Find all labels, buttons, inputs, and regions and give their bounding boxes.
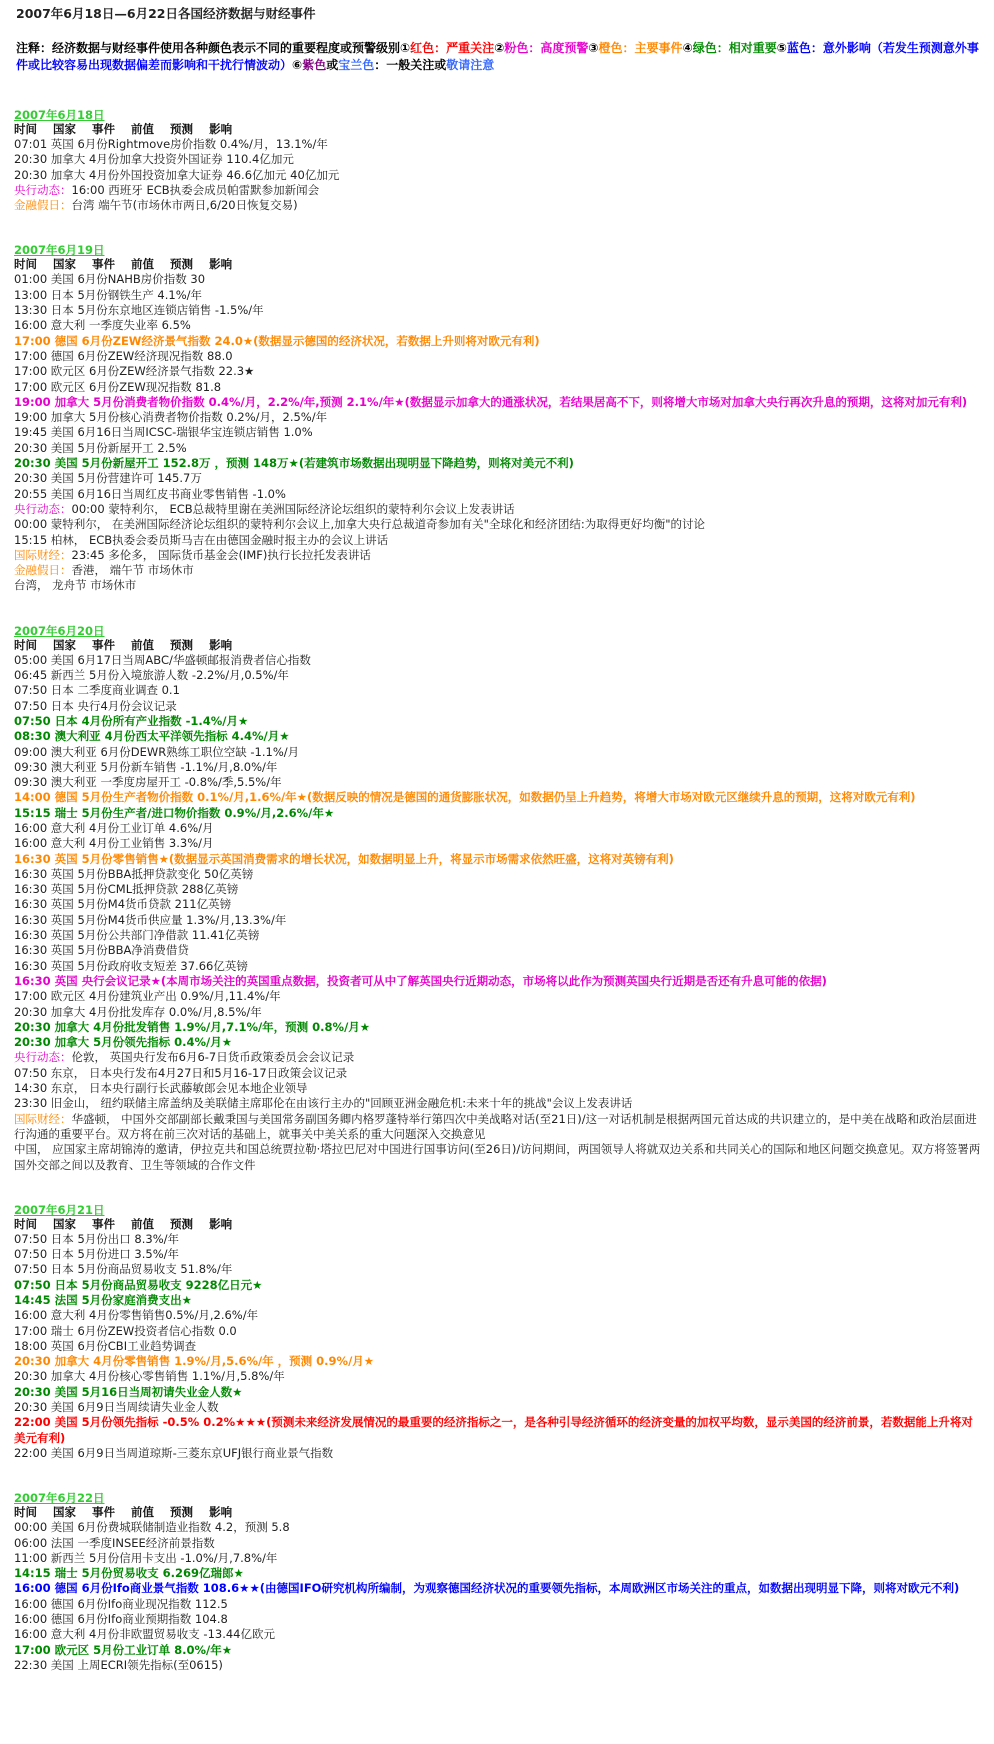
event-text: 22:00 美国 5月份领先指标 -0.5% 0.2%★★★(预测未来经济发展情况的最重要的经济指标之一，是各种引导经济循环的经济变量的加权平均数，显示美国的经济前景，若数据能上升将对美元有利): [14, 1415, 973, 1445]
legend-n3: ③: [588, 41, 599, 55]
event-text: 05:00 美国 6月17日当周ABC/华盛顿邮报消费者信心指数: [14, 652, 311, 667]
event-row: [14, 1081, 984, 1096]
event-row: [14, 517, 984, 532]
event-row: [14, 1446, 984, 1461]
event-text: 20:30 美国 5月16日当周初请失业金人数★: [14, 1384, 243, 1399]
event-row: [14, 867, 984, 882]
event-text: 14:45 法国 5月份家庭消费支出★: [14, 1293, 192, 1307]
event-text: 18:00 英国 6月份CBI工业趋势调查: [14, 1338, 197, 1353]
event-text: 23:30 旧金山， 纽约联储主席盖纳及美联储主席耶伦在由该行主办的"回顾亚洲金融危机:未来十年的挑战"会议上发表讲话: [14, 1096, 633, 1111]
day-date: 2007年6月22日: [14, 1491, 105, 1506]
event-row: [14, 1520, 984, 1535]
event-row: [14, 1035, 984, 1050]
event-row: [14, 1339, 984, 1354]
event-text: 16:30 英国 5月份政府收支短差 37.66亿英镑: [14, 958, 248, 973]
event-row: [14, 578, 984, 593]
legend: [16, 40, 984, 74]
legend-pink: 粉色：高度预警: [504, 41, 589, 55]
event-text: 20:30 加拿大 4月份批发库存 0.0%/月,8.5%/年: [14, 1004, 262, 1019]
event-text: 台湾 端午节(市场休市两日,6/20日恢复交易): [71, 198, 298, 213]
event-row: [14, 318, 984, 333]
legend-n4: ④: [682, 41, 693, 55]
event-row: [14, 1643, 984, 1658]
event-row: [14, 1551, 984, 1566]
event-row: [14, 425, 984, 440]
event-row: [14, 714, 984, 729]
event-text: 16:30 英国 5月份BBA抵押贷款变化 50亿英镑: [14, 866, 254, 881]
column-header: 时间 国家 事件 前值 预测 影响: [14, 1505, 233, 1520]
legend-green: 绿色：相对重要: [692, 41, 777, 55]
event-row: [14, 683, 984, 698]
event-text: 08:30 澳大利亚 4月份西太平洋领先指标 4.4%/月★: [14, 729, 290, 744]
column-header: 时间 国家 事件 前值 预测 影响: [14, 257, 233, 272]
event-row: [14, 1581, 984, 1596]
event-text: 07:50 日本 5月份出口 8.3%/年: [14, 1231, 180, 1246]
event-row: [14, 1142, 984, 1173]
event-row: [14, 487, 984, 502]
day-section: [14, 624, 984, 1173]
event-text: 15:15 瑞士 5月份生产者/进口物价指数 0.9%/月,2.6%/年★: [14, 805, 335, 820]
legend-or1: 或: [326, 58, 339, 72]
event-text: 20:30 美国 5月份营建许可 145.7万: [14, 471, 202, 486]
event-row: [14, 882, 984, 897]
legend-n5: ⑤: [776, 41, 787, 55]
event-row: [14, 1658, 984, 1673]
event-row: [14, 760, 984, 775]
event-row: [14, 1400, 984, 1415]
event-text: 华盛顿， 中国外交部副部长戴秉国与美国常务副国务卿内格罗蓬特举行第四次中美战略对话(至21日)/这一对话机制是根据两国元首达成的共识建立的，是中美在战略和政治层面进行沟通的重要平台。双方将在前三次对话的基础上，就事关中美关系的重大问题深入交换意见: [14, 1111, 977, 1141]
event-category-label: 金融假日：: [14, 198, 72, 213]
event-text: 15:15 柏林， ECB执委会委员斯马吉在由德国金融时报主办的会议上讲话: [14, 532, 389, 547]
event-row: [14, 1247, 984, 1262]
event-row: [14, 1005, 984, 1020]
event-row: [14, 1232, 984, 1247]
event-text: 16:30 英国 5月份M4货币贷款 211亿英镑: [14, 897, 232, 912]
event-text: 20:30 美国 6月9日当周续请失业金人数: [14, 1400, 219, 1415]
event-text: 19:00 加拿大 5月份消费者物价指数 0.4%/月，2.2%/年,预测 2.1%/年★(数据显示加拿大的通涨状况，若结果居高不下，则将增大市场对加拿大央行再次升息的预期，这将对加元有利): [14, 394, 968, 409]
event-text: 17:00 欧元区 5月份工业订单 8.0%/年★: [14, 1642, 233, 1657]
event-text: 09:30 澳大利亚 5月份新车销售 -1.1%/月,8.0%/年: [14, 759, 278, 774]
legend-blue: 蓝色：意外影响（若发生预测意外事件或比较容易出现数据偏差而影响和干扰行情波动）: [16, 41, 979, 72]
event-row: [14, 1262, 984, 1277]
day-date: 2007年6月19日: [14, 243, 105, 258]
event-row: [14, 959, 984, 974]
event-row: [14, 852, 984, 867]
event-text: 13:00 日本 5月份钢铁生产 4.1%/年: [14, 287, 203, 302]
event-row: [14, 152, 984, 167]
event-text: 11:00 新西兰 5月份信用卡支出 -1.0%/月,7.8%/年: [14, 1550, 278, 1565]
event-row: [14, 198, 984, 213]
event-text: 16:00 意大利 4月份零售销售0.5%/月,2.6%/年: [14, 1308, 259, 1323]
event-row: [14, 548, 984, 563]
event-text: 00:00 蒙特利尔， 在美洲国际经济论坛组织的蒙特利尔会议上,加拿大央行总裁道奇参加有关"全球化和经济团结:为取得更好均衡"的讨论: [14, 517, 706, 532]
event-text: 17:00 欧元区 6月份ZEW经济景气指数 22.3★: [14, 364, 255, 379]
event-text: 06:00 法国 一季度INSEE经济前景指数: [14, 1535, 215, 1550]
event-text: 台湾， 龙舟节 市场休市: [14, 578, 137, 593]
event-text: 01:00 美国 6月份NAHB房价指数 30: [14, 272, 206, 287]
event-row: [14, 395, 984, 410]
event-text: 香港， 端午节 市场休市: [71, 563, 194, 578]
event-text: 07:01 英国 6月份Rightmove房价指数 0.4%/月，13.1%/年: [14, 137, 328, 151]
day-section: [14, 1491, 984, 1673]
column-header: 时间 国家 事件 前值 预测 影响: [14, 1216, 233, 1231]
event-row: [14, 1112, 984, 1143]
legend-mid: ：一般关注: [374, 58, 435, 72]
event-text: 16:00 西班牙 ECB执委会成员帕雷默参加新闻会: [71, 182, 320, 197]
event-text: 20:30 加拿大 4月份加拿大投资外国证券 110.4亿加元: [14, 152, 294, 167]
legend-orange: 橙色：主要事件: [598, 41, 683, 55]
event-row: [14, 790, 984, 805]
legend-gem2: 敬请注意: [446, 58, 495, 72]
event-row: [14, 1020, 984, 1035]
event-text: 07:50 日本 5月份商品贸易收支 51.8%/年: [14, 1262, 233, 1277]
event-row: [14, 1308, 984, 1323]
event-row: [14, 456, 984, 471]
legend-red: 红色：严重关注: [410, 41, 495, 55]
event-row: [14, 1385, 984, 1400]
event-text: 22:00 美国 6月9日当周道琼斯-三菱东京UFJ银行商业景气指数: [14, 1445, 334, 1460]
event-text: 07:50 日本 二季度商业调查 0.1: [14, 683, 180, 698]
day-section: [14, 108, 984, 213]
event-text: 16:30 英国 5月份CML抵押贷款 288亿英镑: [14, 882, 239, 897]
event-text: 17:00 欧元区 6月份ZEW现况指数 81.8: [14, 379, 222, 394]
legend-n2: ②: [494, 41, 505, 55]
event-category-label: 央行动态：: [14, 1050, 72, 1065]
event-text: 20:55 美国 6月16日当周红皮书商业零售销售 -1.0%: [14, 486, 286, 501]
event-text: 07:50 日本 央行4月份会议记录: [14, 698, 177, 713]
event-category-label: 央行动态：: [14, 501, 72, 516]
event-text: 13:30 日本 5月份东京地区连锁店销售 -1.5%/年: [14, 303, 264, 318]
event-text: 16:00 德国 6月份Ifo商业景气指数 108.6★★(由德国IFO研究机构所编制，为观察德国经济状况的重要领先指标，本周欧洲区市场关注的重点，如数据出现明显下降，则将对欧元不利): [14, 1581, 960, 1596]
event-text: 14:30 东京， 日本央行副行长武藤敏郎会见本地企业领导: [14, 1081, 308, 1096]
event-row: [14, 364, 984, 379]
event-row: [14, 1597, 984, 1612]
event-row: [14, 1096, 984, 1111]
event-text: 22:30 美国 上周ECRI领先指标(至0615): [14, 1657, 223, 1672]
event-row: [14, 943, 984, 958]
page-title: 2007年6月18日—6月22日各国经济数据与财经事件: [16, 6, 316, 21]
day-section: [14, 243, 984, 593]
event-row: [14, 745, 984, 760]
event-text: 20:30 加拿大 5月份领先指标 0.4%/月★: [14, 1035, 233, 1050]
event-row: [14, 1627, 984, 1642]
event-text: 16:00 德国 6月份Ifo商业现况指数 112.5: [14, 1596, 228, 1611]
event-row: [14, 334, 984, 349]
event-row: [14, 563, 984, 578]
event-text: 09:30 澳大利亚 一季度房屋开工 -0.8%/季,5.5%/年: [14, 775, 282, 790]
event-row: [14, 1536, 984, 1551]
event-row: [14, 471, 984, 486]
event-row: [14, 989, 984, 1004]
event-text: 14:00 德国 5月份生产者物价指数 0.1%/月,1.6%/年★(数据反映的情况是德国的通货膨胀状况，如数据仍呈上升趋势，将增大市场对欧元区继续升息的预期，这将对欧元有利): [14, 790, 916, 805]
event-row: [14, 821, 984, 836]
event-row: [14, 928, 984, 943]
event-text: 17:00 德国 6月份ZEW经济现况指数 88.0: [14, 348, 233, 363]
event-row: [14, 1278, 984, 1293]
event-row: [14, 1566, 984, 1581]
event-text: 16:00 德国 6月份Ifo商业预期指数 104.8: [14, 1612, 228, 1627]
event-text: 中国， 应国家主席胡锦涛的邀请，伊拉克共和国总统贾拉勒·塔拉巴尼对中国进行国事访问(至26日)/访问期间，两国领导人将就双边关系和共同关心的国际和地区问题交换意见。双方将签署两国外交部之间以及教育、卫生等领域的合作文件: [14, 1142, 981, 1172]
legend-purple: 紫色: [302, 58, 327, 72]
legend-or2: 或: [434, 58, 447, 72]
event-text: 16:30 英国 5月份零售销售★(数据显示英国消费需求的增长状况，如数据明显上升，将显示市场需求依然旺盛，这将对英镑有利): [14, 851, 674, 866]
event-row: [14, 1354, 984, 1369]
legend-prefix: 注释：经济数据与财经事件使用各种颜色表示不同的重要程度或预警级别①: [16, 41, 411, 55]
legend-n6: ⑥: [292, 58, 303, 72]
event-row: [14, 441, 984, 456]
day-date: 2007年6月21日: [14, 1202, 105, 1217]
day-section: [14, 1203, 984, 1461]
event-text: 19:00 加拿大 5月份核心消费者物价指数 0.2%/月，2.5%/年: [14, 410, 328, 425]
legend-gem: 宝兰色: [338, 58, 375, 72]
event-category-label: 国际财经：: [14, 547, 72, 562]
event-text: 16:30 英国 5月份BBA净消费借贷: [14, 943, 189, 958]
event-text: 20:30 美国 5月份新屋开工 152.8万 ，预测 148万★(若建筑市场数据出现明显下降趋势，则将对美元不利): [14, 456, 574, 471]
event-row: [14, 303, 984, 318]
event-row: [14, 699, 984, 714]
event-row: [14, 380, 984, 395]
event-row: [14, 913, 984, 928]
event-row: [14, 533, 984, 548]
event-row: [14, 410, 984, 425]
event-text: 伦敦， 英国央行发布6月6-7日货币政策委员会会议记录: [71, 1050, 355, 1065]
event-text: 20:30 加拿大 4月份零售销售 1.9%/月,5.6%/年 ，预测 0.9%/月★: [14, 1354, 375, 1369]
column-header: 时间 国家 事件 前值 预测 影响: [14, 122, 233, 136]
event-text: 20:30 加拿大 4月份核心零售销售 1.1%/月,5.8%/年: [14, 1369, 285, 1384]
event-text: 16:00 意大利 4月份非欧盟贸易收支 -13.44亿欧元: [14, 1627, 275, 1642]
event-row: [14, 897, 984, 912]
column-header: 时间 国家 事件 前值 预测 影响: [14, 637, 233, 652]
event-text: 00:00 美国 6月份费城联储制造业指数 4.2，预测 5.8: [14, 1520, 290, 1535]
event-row: [14, 1066, 984, 1081]
event-row: [14, 1324, 984, 1339]
event-text: 16:30 英国 5月份公共部门净借款 11.41亿英镑: [14, 928, 260, 943]
event-row: [14, 836, 984, 851]
event-row: [14, 668, 984, 683]
event-text: 17:00 德国 6月份ZEW经济景气指数 24.0★(数据显示德国的经济状况，若数据上升则将对欧元有利): [14, 333, 540, 348]
event-text: 16:30 英国 5月份M4货币供应量 1.3%/月,13.3%/年: [14, 912, 287, 927]
event-text: 20:30 加拿大 4月份外国投资加拿大证券 46.6亿加元 40亿加元: [14, 167, 340, 182]
event-text: 16:00 意大利 4月份工业订单 4.6%/月: [14, 820, 214, 835]
event-text: 20:30 美国 5月份新屋开工 2.5%: [14, 440, 187, 455]
event-row: [14, 349, 984, 364]
event-text: 19:45 美国 6月16日当周ICSC-瑞银华宝连锁店销售 1.0%: [14, 425, 313, 440]
event-row: [14, 502, 984, 517]
event-row: [14, 1050, 984, 1065]
event-row: [14, 137, 984, 152]
event-row: [14, 653, 984, 668]
event-text: 20:30 加拿大 4月份批发销售 1.9%/月,7.1%/年，预测 0.8%/月★: [14, 1019, 371, 1034]
event-row: [14, 729, 984, 744]
event-text: 06:45 新西兰 5月份入境旅游人数 -2.2%/月,0.5%/年: [14, 668, 289, 683]
event-text: 17:00 瑞士 6月份ZEW投资者信心指数 0.0: [14, 1323, 237, 1338]
event-text: 07:50 东京， 日本央行发布4月27日和5月16-17日政策会议记录: [14, 1065, 348, 1080]
event-text: 07:50 日本 5月份进口 3.5%/年: [14, 1247, 180, 1262]
event-row: [14, 974, 984, 989]
day-date: 2007年6月18日: [14, 108, 105, 122]
event-text: 16:00 意大利 一季度失业率 6.5%: [14, 318, 191, 333]
event-row: [14, 1369, 984, 1384]
event-text: 14:15 瑞士 5月份贸易收支 6.269亿瑞郎★: [14, 1566, 244, 1581]
event-row: [14, 806, 984, 821]
event-row: [14, 183, 984, 198]
event-text: 16:00 意大利 4月份工业销售 3.3%/月: [14, 836, 214, 851]
event-category-label: 国际财经：: [14, 1111, 72, 1126]
event-category-label: 央行动态：: [14, 182, 72, 197]
day-date: 2007年6月20日: [14, 623, 105, 638]
event-text: 09:00 澳大利亚 6月份DEWR熟练工职位空缺 -1.1%/月: [14, 744, 300, 759]
event-text: 16:30 英国 央行会议记录★(本周市场关注的英国重点数据，投资者可从中了解英国央行近期动态，市场将以此作为预测英国央行近期是否还有升息可能的依据): [14, 973, 827, 988]
event-text: 23:45 多伦多， 国际货币基金会(IMF)执行长拉托发表讲话: [71, 547, 371, 562]
event-row: [14, 1612, 984, 1627]
event-text: 07:50 日本 5月份商品贸易收支 9228亿日元★: [14, 1277, 263, 1292]
event-row: [14, 288, 984, 303]
event-row: [14, 1415, 984, 1446]
event-text: 00:00 蒙特利尔， ECB总裁特里谢在美洲国际经济论坛组织的蒙特利尔会议上发表讲话: [71, 501, 515, 516]
event-category-label: 金融假日：: [14, 563, 72, 578]
event-text: 07:50 日本 4月份所有产业指数 -1.4%/月★: [14, 713, 249, 728]
event-row: [14, 168, 984, 183]
event-row: [14, 1293, 984, 1308]
schedule: [14, 108, 984, 1673]
event-text: 17:00 欧元区 4月份建筑业产出 0.9%/月,11.4%/年: [14, 989, 281, 1004]
event-row: [14, 775, 984, 790]
event-row: [14, 272, 984, 287]
